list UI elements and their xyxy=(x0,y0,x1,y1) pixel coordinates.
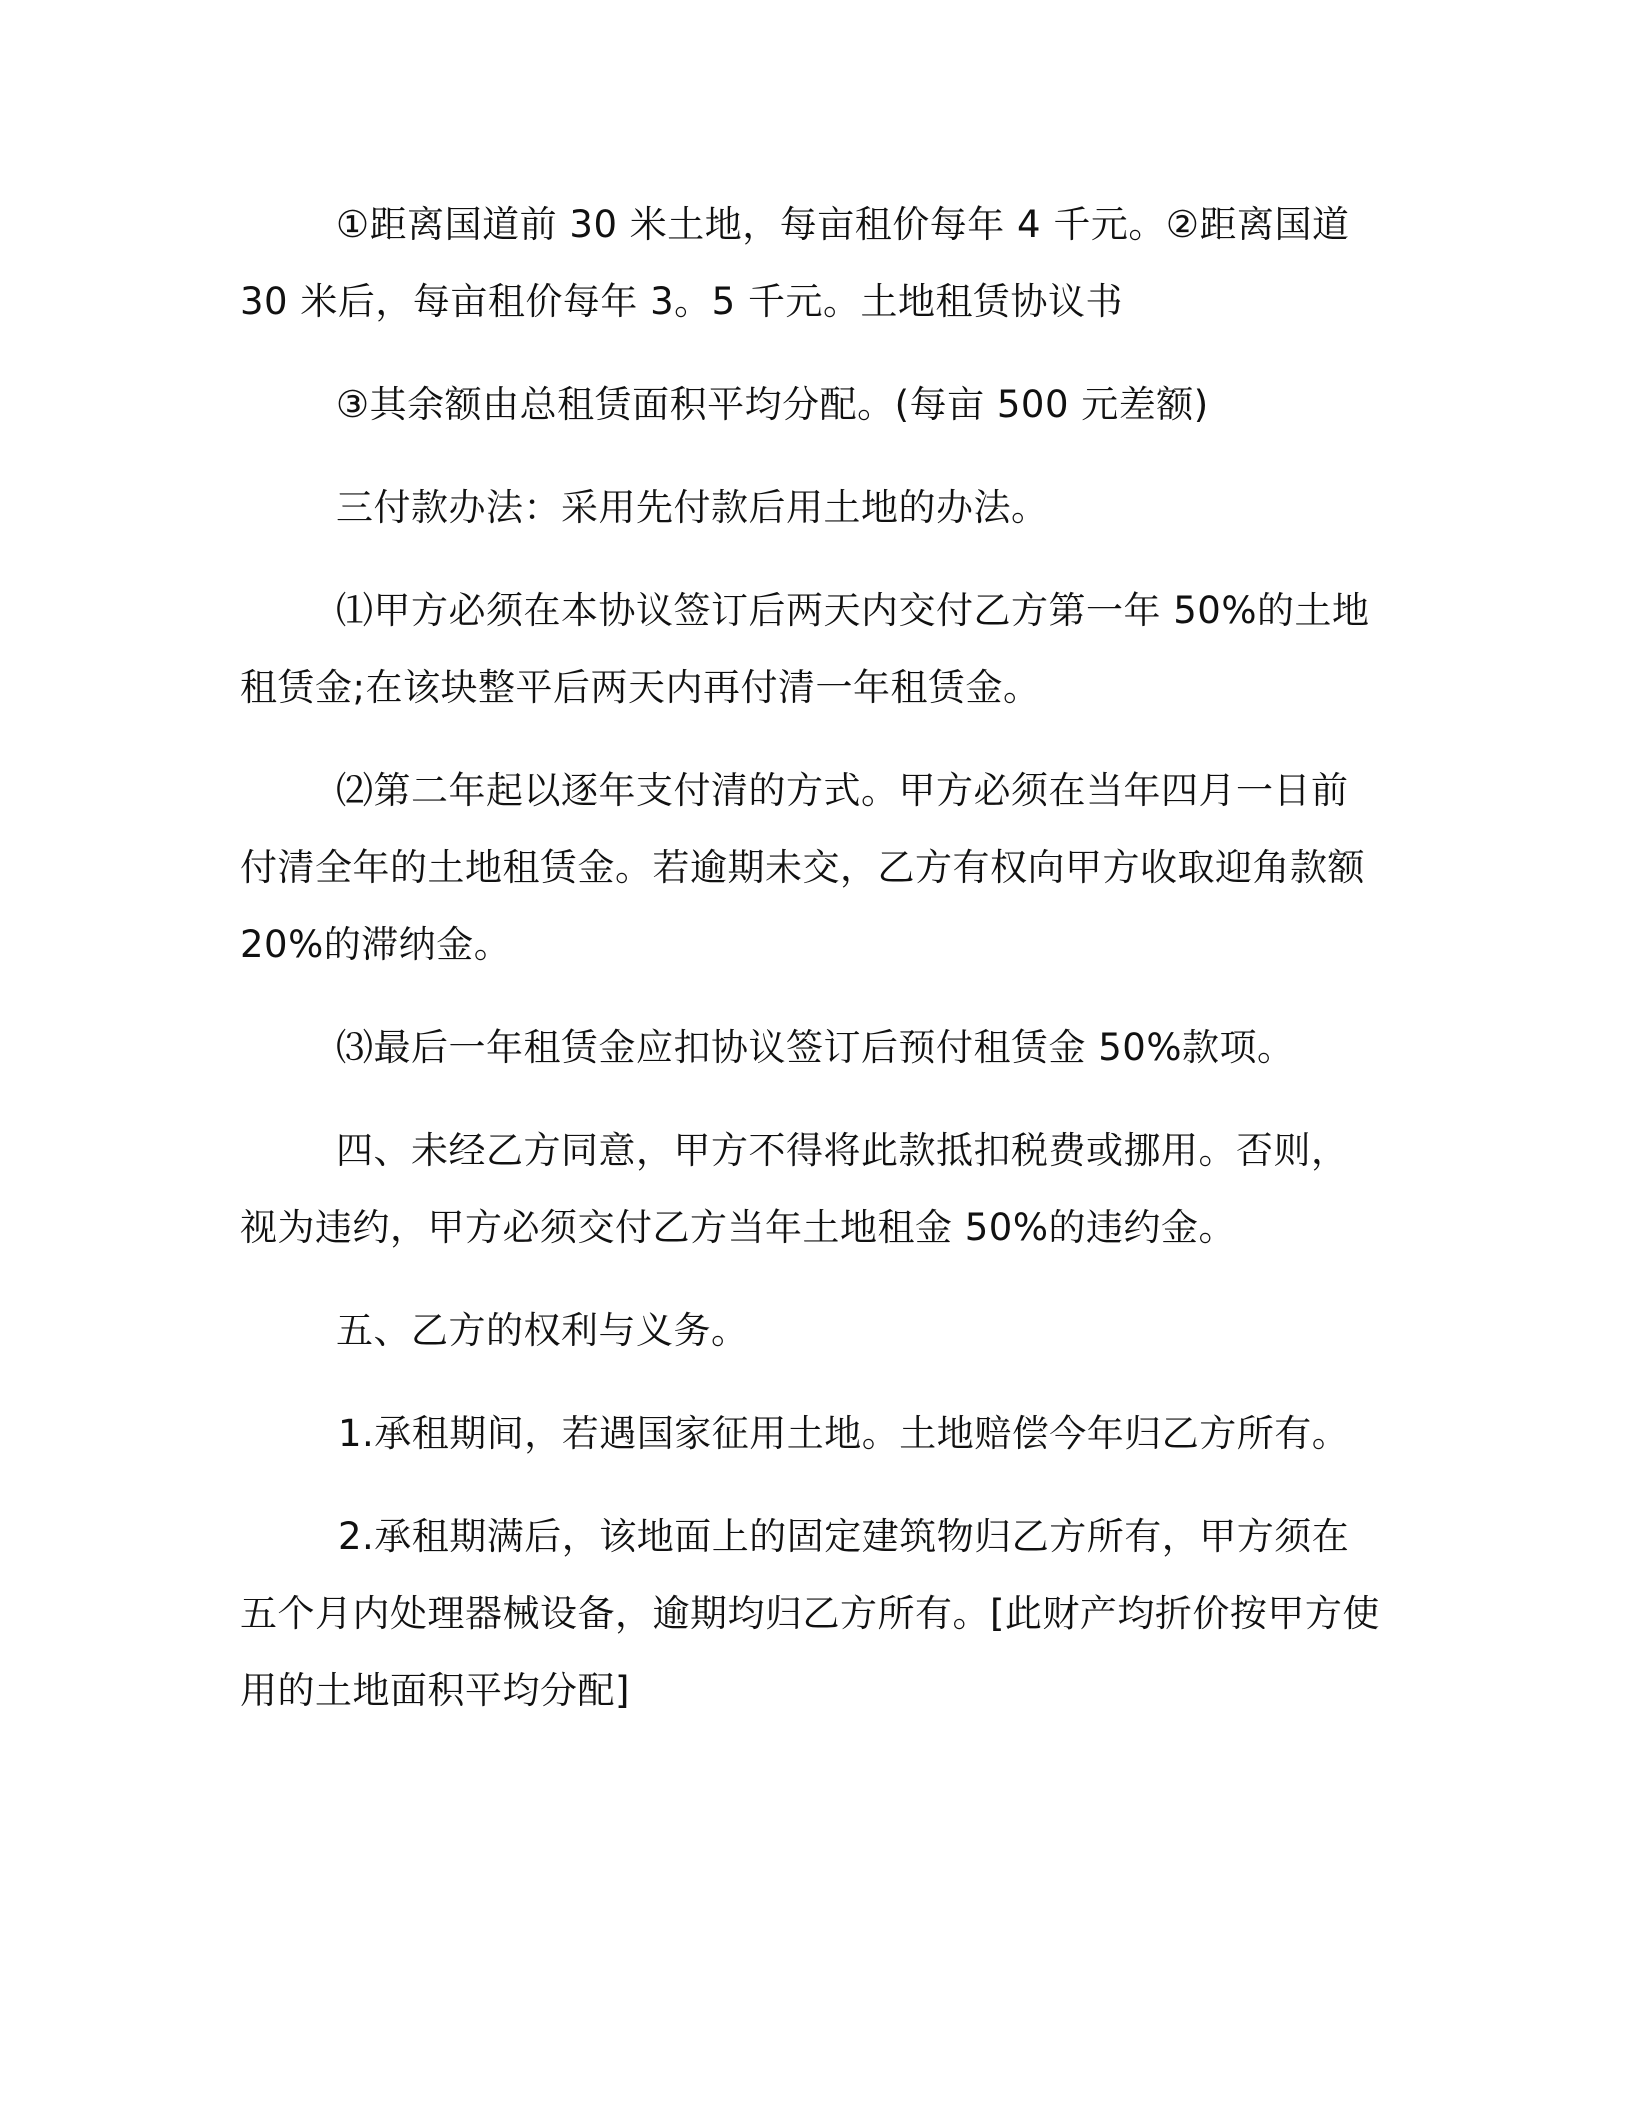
paragraph-rent-price: ①距离国道前 30 米土地，每亩租价每年 4 千元。②距离国道 30 米后，每亩租价每年 3。5 千元。土地租赁协议书 xyxy=(240,203,1350,323)
paragraph-payment-method: 三付款办法：采用先付款后用土地的办法。 xyxy=(336,486,1049,529)
paragraph-rights-heading: 五、乙方的权利与义务。 xyxy=(336,1309,749,1352)
paragraph-clause-2: 2.承租期满后，该地面上的固定建筑物归乙方所有，甲方须在五个月内处理器械设备，逾期均归乙方所有。[此财产均折价按甲方使用的土地面积平均分配] xyxy=(240,1515,1380,1712)
paragraph-breach: 四、未经乙方同意，甲方不得将此款抵扣税费或挪用。否则，视为违约，甲方必须交付乙方当年土地租金 50%的违约金。 xyxy=(240,1129,1349,1249)
paragraph-annual-payment: ⑵第二年起以逐年支付清的方式。甲方必须在当年四月一日前付清全年的土地租赁金。若逾期未交，乙方有权向甲方收取迎角款额 20%的滞纳金。 xyxy=(240,769,1365,966)
paragraph-remaining-allocation: ③其余额由总租赁面积平均分配。(每亩 500 元差额) xyxy=(336,383,1209,426)
paragraph-final-year: ⑶最后一年租赁金应扣协议签订后预付租赁金 50%款项。 xyxy=(336,1026,1295,1069)
paragraph-clause-1: 1.承租期间，若遇国家征用土地。土地赔偿今年归乙方所有。 xyxy=(338,1412,1350,1455)
document-body xyxy=(240,186,1380,1755)
paragraph-first-payment: ⑴甲方必须在本协议签订后两天内交付乙方第一年 50%的土地租赁金;在该块整平后两天内再付清一年租赁金。 xyxy=(240,589,1370,709)
